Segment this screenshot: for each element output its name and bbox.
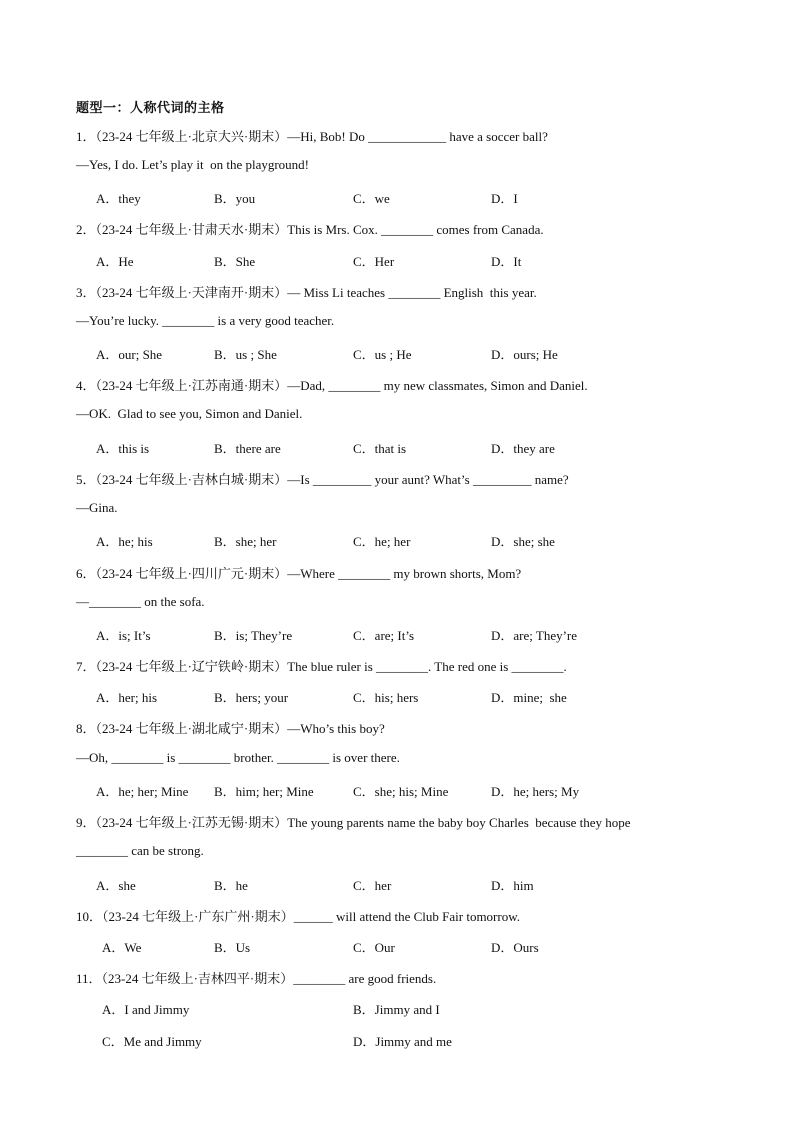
question-9-option-c[interactable]: C．her [353,878,392,893]
question-10-option-a[interactable]: A．We [102,940,142,955]
question-7-option-d[interactable]: D．mine; she [491,690,567,705]
question-4-option-d[interactable]: D．they are [491,441,555,456]
question-8-option-b[interactable]: B．him; her; Mine [214,784,314,799]
question-11-option-b[interactable]: B．Jimmy and I [353,1002,440,1017]
question-9-line-2: ________ can be strong. [76,843,204,858]
question-8-option-c[interactable]: C．she; his; Mine [353,784,449,799]
question-11-option-d[interactable]: D．Jimmy and me [353,1034,452,1049]
question-6-option-d[interactable]: D．are; They’re [491,628,578,643]
question-9-line-1: 9．（23-24 七年级上·江苏无锡·期末）The young parents name the baby boy Charles because they hope [76,815,631,830]
question-8-option-d[interactable]: D．he; hers; My [491,784,580,799]
question-1-option-d[interactable]: D．I [491,191,518,206]
question-6-option-b[interactable]: B．is; They’re [214,628,293,643]
question-6-line-1: 6．（23-24 七年级上·四川广元·期末）—Where ________ my brown shorts, Mom? [76,566,522,581]
question-7-line-1: 7．（23-24 七年级上·辽宁铁岭·期末）The blue ruler is ________. The red one is ________. [76,659,567,674]
question-5-line-1: 5．（23-24 七年级上·吉林白城·期末）—Is _________ your aunt? What’s _________ name? [76,472,569,487]
question-3-option-a[interactable]: A．our; She [96,347,163,362]
question-2-option-d[interactable]: D．It [491,254,522,269]
question-6-option-a[interactable]: A．is; It’s [96,628,151,643]
question-10-option-b[interactable]: B．Us [214,940,251,955]
question-5-line-2: —Gina. [76,500,118,515]
question-11-option-a[interactable]: A．I and Jimmy [102,1002,190,1017]
question-11-option-c[interactable]: C．Me and Jimmy [102,1034,202,1049]
question-8-option-a[interactable]: A．he; her; Mine [96,784,189,799]
question-7-option-a[interactable]: A．her; his [96,690,158,705]
question-5-option-d[interactable]: D．she; she [491,534,555,549]
question-6-option-c[interactable]: C．are; It’s [353,628,415,643]
question-10-option-d[interactable]: D．Ours [491,940,539,955]
question-3-line-1: 3．（23-24 七年级上·天津南开·期末）— Miss Li teaches ________ English this year. [76,285,537,300]
question-4-option-c[interactable]: C．that is [353,441,407,456]
question-1-option-a[interactable]: A．they [96,191,141,206]
question-2-line-1: 2．（23-24 七年级上·甘肃天水·期末）This is Mrs. Cox. ________ comes from Canada. [76,222,544,237]
question-9-option-a[interactable]: A．she [96,878,136,893]
question-8-line-2: —Oh, ________ is ________ brother. ________ is over there. [76,750,400,765]
question-8-line-1: 8．（23-24 七年级上·湖北咸宁·期末）—Who’s this boy? [76,721,385,736]
question-7-option-b[interactable]: B．hers; your [214,690,289,705]
section-title: 题型一：人称代词的主格 [76,101,225,116]
question-3-option-b[interactable]: B．us ; She [214,347,277,362]
question-5-option-a[interactable]: A．he; his [96,534,153,549]
question-10-option-c[interactable]: C．Our [353,940,395,955]
question-11-line-1: 11．（23-24 七年级上·吉林四平·期末）________ are good friends. [76,971,437,986]
question-7-option-c[interactable]: C．his; hers [353,690,419,705]
question-1-line-2: —Yes, I do. Let’s play it on the playground! [76,157,310,172]
question-9-option-b[interactable]: B．he [214,878,248,893]
question-2-option-c[interactable]: C．Her [353,254,395,269]
question-1-line-1: 1．（23-24 七年级上·北京大兴·期末）—Hi, Bob! Do ____________ have a soccer ball? [76,129,548,144]
question-6-line-2: —________ on the sofa. [76,594,205,609]
question-5-option-c[interactable]: C．he; her [353,534,411,549]
question-1-option-b[interactable]: B．you [214,191,256,206]
question-4-line-1: 4．（23-24 七年级上·江苏南通·期末）—Dad, ________ my new classmates, Simon and Daniel. [76,378,588,393]
question-5-option-b[interactable]: B．she; her [214,534,277,549]
question-3-option-c[interactable]: C．us ; He [353,347,412,362]
question-10-line-1: 10．（23-24 七年级上·广东广州·期末）______ will attend the Club Fair tomorrow. [76,909,521,924]
question-2-option-b[interactable]: B．She [214,254,256,269]
question-1-option-c[interactable]: C．we [353,191,390,206]
question-2-option-a[interactable]: A．He [96,254,134,269]
question-4-option-b[interactable]: B．there are [214,441,281,456]
question-9-option-d[interactable]: D．him [491,878,534,893]
question-3-line-2: —You’re lucky. ________ is a very good teacher. [76,313,335,328]
question-4-line-2: —OK. Glad to see you, Simon and Daniel. [76,406,303,421]
question-4-option-a[interactable]: A．this is [96,441,150,456]
question-3-option-d[interactable]: D．ours; He [491,347,558,362]
